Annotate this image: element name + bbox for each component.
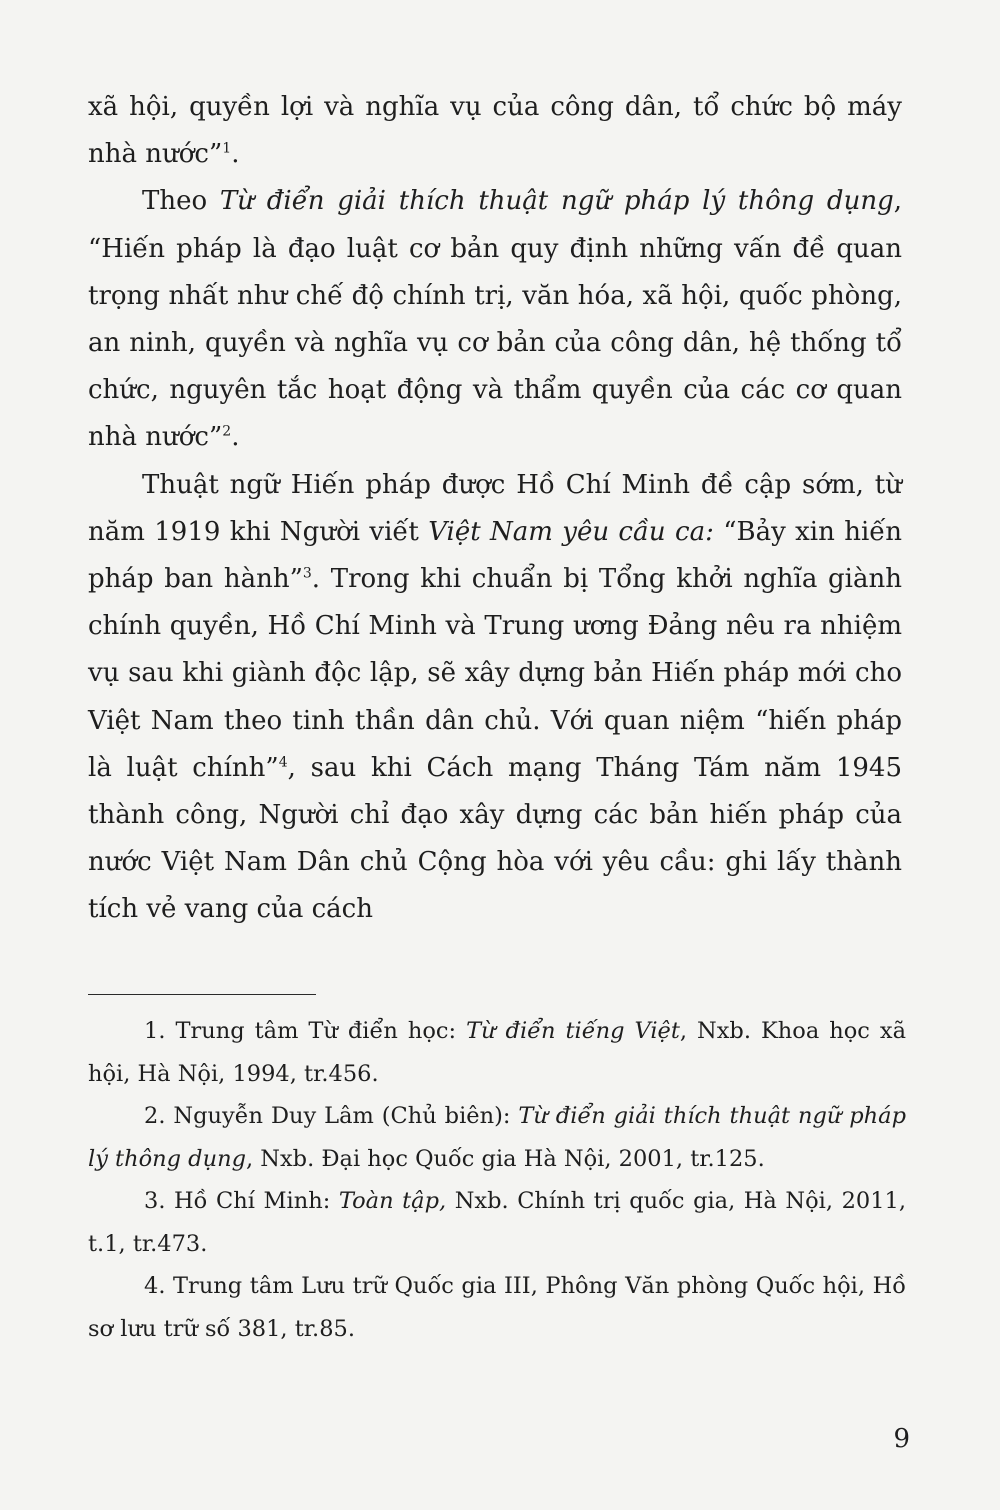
main-text [88, 84, 902, 934]
footnote-4-lead: 4. Trung tâm Lưu trữ Quốc gia III, Phông Văn phòng Quốc hội, Hồ sơ lưu trữ số 381, tr.85. [88, 1273, 906, 1342]
footnotes [88, 1010, 906, 1350]
paragraph-1 [88, 84, 902, 178]
footnote-3-title: Toàn tập, [338, 1188, 447, 1214]
footnote-2-rest: , Nxb. Đại học Quốc gia Hà Nội, 2001, tr.125. [245, 1145, 765, 1172]
paragraph-3-a: Thuật ngữ Hiến pháp được Hồ Chí Minh đề cập sớm, từ năm 1919 khi Người viết [88, 469, 902, 547]
page-number: 9 [893, 1424, 910, 1454]
footnote-separator [88, 994, 316, 995]
footnote-2 [88, 1095, 906, 1180]
paragraph-2-title: Từ điển giải thích thuật ngữ pháp lý thông dụng [219, 186, 894, 217]
paragraph-2-end: . [231, 422, 240, 453]
paragraph-2-lead: Theo [142, 186, 220, 217]
footnote-3-lead: 3. Hồ Chí Minh: [144, 1188, 339, 1214]
footnote-2-lead: 2. Nguyễn Duy Lâm (Chủ biên): [144, 1103, 519, 1129]
footnote-ref-1: 1 [222, 140, 232, 157]
paragraph-3-c: . Trong khi chuẩn bị Tổng khởi nghĩa giành chính quyền, Hồ Chí Minh và Trung ương Đảng nêu ra nhiệm vụ sau khi giành độc lập, sẽ xây dựng bản Hiến pháp mới cho Việt Nam theo tinh thần dân chủ. Với quan niệm “hiến pháp là luật chính” [88, 564, 902, 783]
paragraph-2 [88, 178, 902, 461]
paragraph-2-rest: , “Hiến pháp là đạo luật cơ bản quy định những vấn đề quan trọng nhất như chế độ chính trị, văn hóa, xã hội, quốc phòng, an ninh, quyền và nghĩa vụ cơ bản của công dân, hệ thống tổ chức, nguyên tắc hoạt động và thẩm quyền của các cơ quan nhà nước” [88, 186, 902, 453]
paragraph-3-b: “Bảy xin hiến pháp ban hành” [88, 516, 902, 595]
footnote-1-title: Từ điển tiếng Việt [466, 1018, 680, 1044]
footnote-1-rest: , Nxb. Khoa học xã hội, Hà Nội, 1994, tr.456. [88, 1018, 906, 1087]
footnote-ref-4: 4 [278, 754, 288, 771]
paragraph-3-d: , sau khi Cách mạng Tháng Tám năm 1945 thành công, Người chỉ đạo xây dựng các bản hiến pháp của nước Việt Nam Dân chủ Cộng hòa với yêu cầu: ghi lấy thành tích vẻ vang của cách [88, 752, 902, 925]
footnote-1-lead: 1. Trung tâm Từ điển học: [144, 1018, 467, 1044]
footnote-ref-3: 3 [302, 565, 312, 582]
footnote-3 [88, 1180, 906, 1265]
footnote-2-title: Từ điển giải thích thuật ngữ pháp lý thông dụng [88, 1103, 906, 1172]
footnote-ref-2: 2 [222, 423, 232, 440]
paragraph-1-end: . [231, 139, 240, 170]
paragraph-3-title: Việt Nam yêu cầu ca: [428, 516, 714, 547]
footnote-3-rest: Nxb. Chính trị quốc gia, Hà Nội, 2011, t.1, tr.473. [88, 1188, 906, 1257]
footnote-4 [88, 1265, 906, 1350]
footnote-1 [88, 1010, 906, 1095]
paragraph-1-text: xã hội, quyền lợi và nghĩa vụ của công dân, tổ chức bộ máy nhà nước” [88, 92, 902, 170]
paragraph-3 [88, 462, 902, 934]
